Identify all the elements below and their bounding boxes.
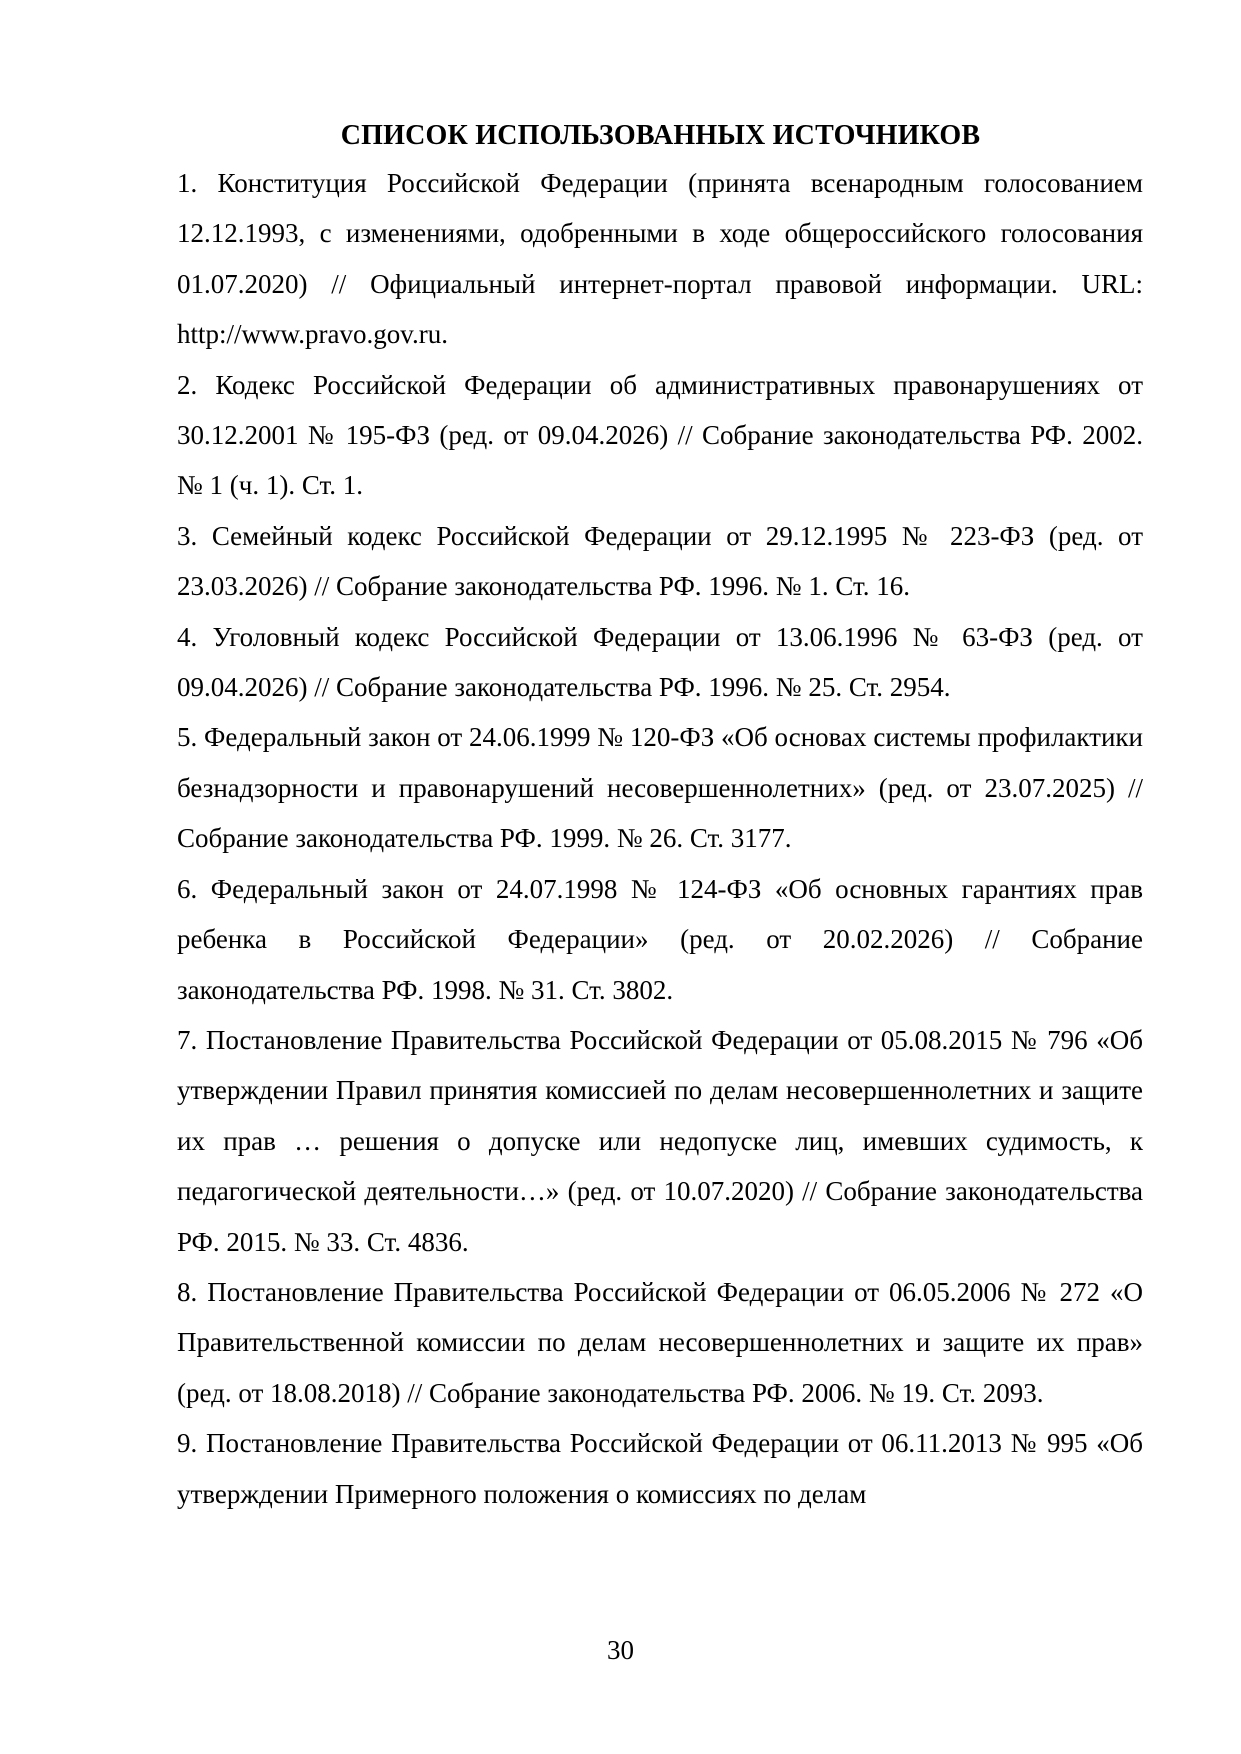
reference-item-2: 2. Кодекс Российской Федерации об административных правонарушениях от 30.12.2001 № 195-ФЗ (ред. от 09.04.2026) // Собрание законодательства РФ. 2002. № 1 (ч. 1). Ст. 1. xyxy=(177,369,1143,501)
reference-item-3: 3. Семейный кодекс Российской Федерации от 29.12.1995 № 223-ФЗ (ред. от 23.03.2026) // Собрание законодательства РФ. 1996. № 1. Ст. 16. xyxy=(177,520,1143,602)
reference-item-6: 6. Федеральный закон от 24.07.1998 № 124-ФЗ «Об основных гарантиях прав ребенка в Российской Федерации» (ред. от 20.02.2026) // Собрание законодательства РФ. 1998. № 31. Ст. 3802. xyxy=(177,873,1143,1005)
reference-item-9: 9. Постановление Правительства Российской Федерации от 06.11.2013 № 995 «Об утверждении Примерного положения о комиссиях по делам xyxy=(177,1428,1143,1509)
reference-item-5: 5. Федеральный закон от 24.06.1999 № 120-ФЗ «Об основах системы профилактики безнадзорности и правонарушений несовершеннолетних» (ред. от 23.07.2025) // Собрание законодательства РФ. 1999. № 26. Ст. 3177. xyxy=(177,722,1143,854)
reference-item-1: 1. Конституция Российской Федерации (принята всенародным голосованием 12.12.1993, с изменениями, одобренными в ходе общероссийского голосования 01.07.2020) // Официальный интернет-портал правовой информации. URL: http://www.pravo.gov.ru. xyxy=(177,168,1143,350)
reference-item-4: 4. Уголовный кодекс Российской Федерации от 13.06.1996 № 63-ФЗ (ред. от 09.04.2026) // Собрание законодательства РФ. 1996. № 25. Ст. 2954. xyxy=(177,621,1143,703)
page-title: СПИСОК ИСПОЛЬЗОВАННЫХ ИСТОЧНИКОВ xyxy=(340,120,981,151)
reference-item-8: 8. Постановление Правительства Российской Федерации от 06.05.2006 № 272 «О Правительственной комиссии по делам несовершеннолетних и защите их прав» (ред. от 18.08.2018) // Собрание законодательства РФ. 2006. № 19. Ст. 2093. xyxy=(177,1276,1143,1408)
page-number: 30 xyxy=(607,1635,634,1665)
reference-list xyxy=(177,158,1143,1519)
reference-item-7: 7. Постановление Правительства Российской Федерации от 05.08.2015 № 796 «Об утверждении Правил принятия комиссией по делам несовершеннолетних и защите их прав … решения о допуске или недопуске лиц, имевших судимость, к педагогической деятельности…» (ред. от 10.07.2020) // Собрание законодательства РФ. 2015. № 33. Ст. 4836. xyxy=(177,1024,1143,1257)
